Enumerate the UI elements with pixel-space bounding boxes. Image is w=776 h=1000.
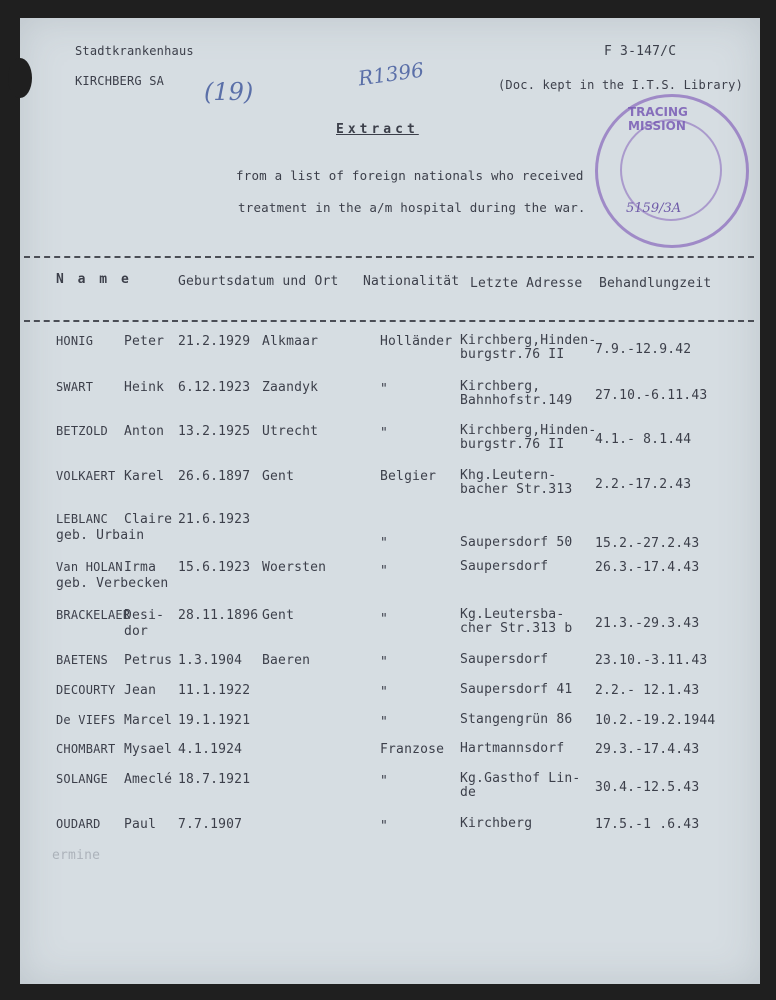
institution-line1: Stadtkrankenhaus [75, 44, 194, 58]
cell-birthdate: 13.2.1925 [178, 424, 251, 439]
stamp-text: TRACING MISSION [628, 105, 688, 133]
cell-firstname: Peter [124, 334, 165, 349]
header-top-rule [24, 256, 754, 258]
cell-nationality: Belgier [380, 469, 437, 484]
stamp-number: 5159/3A [626, 201, 682, 216]
cell-treatment: 10.2.-19.2.1944 [595, 713, 716, 728]
cell-surname: HONIG [56, 334, 94, 348]
subtitle-line2: treatment in the a/m hospital during the war. [238, 200, 586, 215]
cell-birthplace: Zaandyk [262, 380, 319, 395]
cell-treatment: 29.3.-17.4.43 [595, 742, 700, 757]
document-page [20, 18, 760, 984]
cell-surname: OUDARD [56, 817, 101, 831]
cell-firstname: Anton [124, 424, 165, 439]
cell-surname: SWART [56, 380, 94, 394]
cell-treatment: 7.9.-12.9.42 [595, 342, 692, 357]
cell-birthdate: 28.11.1896 [178, 608, 259, 623]
cell-surname: BETZOLD [56, 424, 108, 438]
cell-treatment: 4.1.- 8.1.44 [595, 432, 692, 447]
cell-nationality: " [380, 536, 389, 551]
cell-birthplace: Utrecht [262, 424, 319, 439]
cell-firstname: Jean [124, 683, 157, 698]
cell-nationality: " [380, 655, 389, 670]
cell-subline: dor [124, 624, 149, 639]
subtitle-line1: from a list of foreign nationals who received [236, 168, 584, 183]
cell-firstname: Petrus [124, 653, 173, 668]
reference-note: (Doc. kept in the I.T.S. Library) [498, 78, 744, 92]
cell-birthdate: 19.1.1921 [178, 713, 251, 728]
reference-number: F 3-147/C [604, 44, 677, 59]
column-header-birth: Geburtsdatum und Ort [178, 274, 339, 289]
column-header-nationality: Nationalität [363, 274, 460, 289]
cell-firstname: Karel [124, 469, 165, 484]
cell-treatment: 23.10.-3.11.43 [595, 653, 708, 668]
cell-treatment: 2.2.- 12.1.43 [595, 683, 700, 698]
header-bottom-rule-left [24, 320, 326, 322]
column-header-treatment: Behandlungzeit [599, 276, 712, 291]
cell-birthplace: Woersten [262, 560, 327, 575]
cell-surname: BRACKELAER [56, 608, 131, 622]
cell-firstname: Claire [124, 512, 173, 527]
cell-firstname: Mysael [124, 742, 173, 757]
cell-address: Kirchberg,Hinden- burgstr.76 II [460, 423, 597, 452]
cell-address: Kirchberg [460, 816, 533, 831]
cell-address: Khg.Leutern- bacher Str.313 [460, 468, 573, 497]
cell-nationality: Franzose [380, 742, 445, 757]
cell-birthdate: 4.1.1924 [178, 742, 243, 757]
cell-nationality: Holländer [380, 334, 453, 349]
cell-surname: De VIEFS [56, 713, 116, 727]
cell-nationality: " [380, 774, 389, 789]
cell-treatment: 21.3.-29.3.43 [595, 616, 700, 631]
cell-address: Kirchberg,Hinden- burgstr.76 II [460, 333, 597, 362]
punch-hole [8, 58, 32, 98]
cell-address: Kg.Gasthof Lin- de [460, 771, 581, 800]
cell-address: Kirchberg, Bahnhofstr.149 [460, 379, 573, 408]
cell-address: Saupersdorf [460, 652, 549, 667]
faint-footer-text: ermine [52, 848, 101, 863]
cell-surname: DECOURTY [56, 683, 116, 697]
cell-birthdate: 15.6.1923 [178, 560, 251, 575]
cell-address: Saupersdorf [460, 559, 549, 574]
cell-surname: VOLKAERT [56, 469, 116, 483]
cell-birthdate: 18.7.1921 [178, 772, 251, 787]
cell-surname: LEBLANC [56, 512, 108, 526]
tracing-mission-stamp [595, 94, 749, 248]
cell-nationality: " [380, 426, 389, 441]
cell-birthplace: Baeren [262, 653, 311, 668]
cell-treatment: 26.3.-17.4.43 [595, 560, 700, 575]
column-header-name: N a m e [56, 272, 132, 287]
institution-line2: KIRCHBERG SA [75, 74, 165, 88]
cell-birthplace: Gent [262, 608, 295, 623]
cell-birthdate: 21.2.1929 [178, 334, 251, 349]
cell-birthplace: Alkmaar [262, 334, 319, 349]
cell-surname: CHOMBART [56, 742, 116, 756]
cell-birthplace: Gent [262, 469, 295, 484]
column-header-address: Letzte Adresse [470, 276, 583, 291]
cell-address: Saupersdorf 41 [460, 682, 573, 697]
cell-address: Kg.Leutersba- cher Str.313 b [460, 607, 573, 636]
handwritten-number: (19) [204, 78, 254, 106]
header-bottom-rule-right [330, 320, 754, 322]
cell-firstname: Paul [124, 817, 157, 832]
cell-birthdate: 7.7.1907 [178, 817, 243, 832]
cell-address: Saupersdorf 50 [460, 535, 573, 550]
cell-treatment: 17.5.-1 .6.43 [595, 817, 700, 832]
cell-nationality: " [380, 564, 389, 579]
cell-address: Stangengrün 86 [460, 712, 573, 727]
cell-surname: SOLANGE [56, 772, 108, 786]
cell-treatment: 15.2.-27.2.43 [595, 536, 700, 551]
cell-nationality: " [380, 382, 389, 397]
document-title: Extract [336, 122, 419, 137]
cell-birthdate: 6.12.1923 [178, 380, 251, 395]
cell-nationality: " [380, 715, 389, 730]
cell-firstname: Heink [124, 380, 165, 395]
cell-treatment: 30.4.-12.5.43 [595, 780, 700, 795]
handwritten-code: R1396 [356, 57, 426, 91]
cell-firstname: Irma [124, 560, 157, 575]
cell-birthdate: 11.1.1922 [178, 683, 251, 698]
cell-nationality: " [380, 819, 389, 834]
cell-treatment: 27.10.-6.11.43 [595, 388, 708, 403]
cell-nationality: " [380, 685, 389, 700]
cell-birthdate: 1.3.1904 [178, 653, 243, 668]
cell-birthdate: 21.6.1923 [178, 512, 251, 527]
cell-nationality: " [380, 612, 389, 627]
cell-firstname: Marcel [124, 713, 173, 728]
cell-firstname: Desi- [124, 608, 165, 623]
cell-surname: BAETENS [56, 653, 108, 667]
cell-birthdate: 26.6.1897 [178, 469, 251, 484]
cell-subline: geb. Urbain [56, 528, 145, 543]
cell-address: Hartmannsdorf [460, 741, 565, 756]
cell-treatment: 2.2.-17.2.43 [595, 477, 692, 492]
cell-firstname: Ameclé [124, 772, 173, 787]
cell-surname: Van HOLAN [56, 560, 123, 574]
cell-subline: geb. Verbecken [56, 576, 169, 591]
